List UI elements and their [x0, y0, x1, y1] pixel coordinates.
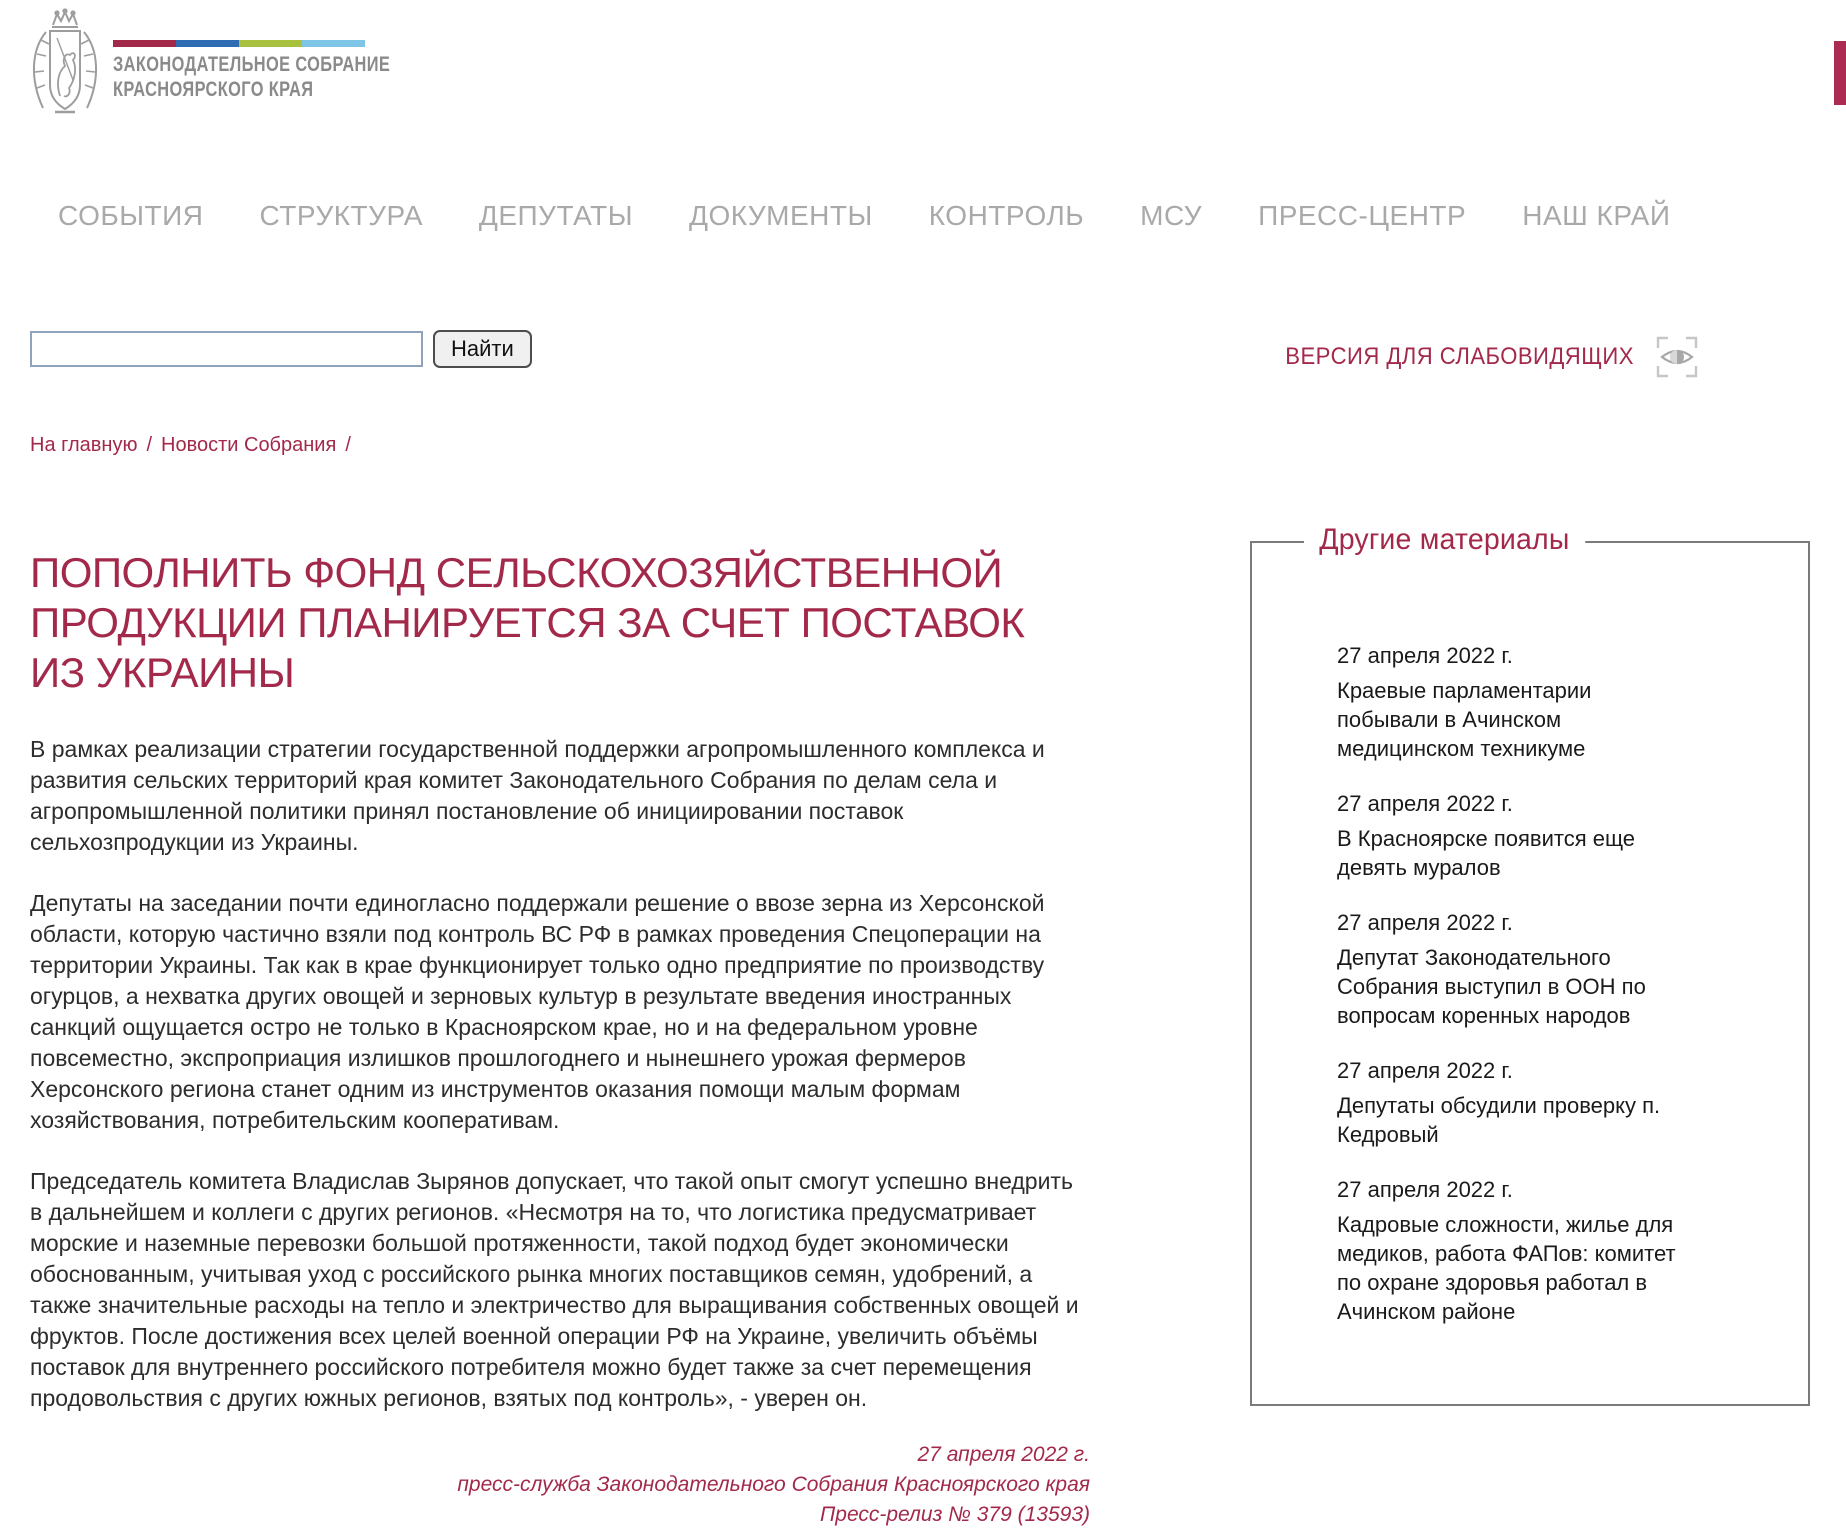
menu-item-documents[interactable]: ДОКУМЕНТЫ: [689, 200, 873, 231]
breadcrumb: [30, 434, 351, 457]
list-item: [1337, 643, 1689, 763]
coat-of-arms-icon: [27, 8, 103, 118]
menu-item-deputies[interactable]: ДЕПУТАТЫ: [478, 200, 634, 231]
logo-bar-segment: [113, 40, 176, 47]
article-paragraph: Председатель комитета Владислав Зырянов допускает, что такой опыт смогут успешно внедрить в дальнейшем и коллеги с других регионов. «Несмотря на то, что логистика предусматривает морские и наземные перевозки большой протяженности, такой подход будет экономически обоснованным, учитывая уход с российского рынка многих поставщиков семян, удобрений, а также значительные расходы на тепло и электричество для выращивания собственных овощей и фруктов. После достижения всех целей военной операции РФ на Украине, увеличить объёмы поставок для внутреннего российского потребителя можно будет также за счет перемещения продовольствия с других южных регионов, взятых под контроль», - уверен он.: [30, 1168, 1079, 1411]
edge-feedback-tab[interactable]: [1834, 41, 1846, 105]
menu-item-our-region[interactable]: НАШ КРАЙ: [1522, 200, 1671, 231]
news-item-date: 27 апреля 2022 г.: [1337, 643, 1513, 668]
article: [30, 548, 1090, 1530]
search-bar: [30, 330, 532, 368]
site-title-line2: КРАСНОЯРСКОГО КРАЯ: [113, 78, 314, 101]
other-materials-panel: [1250, 523, 1810, 1406]
search-input[interactable]: [30, 331, 423, 367]
article-signature: [30, 1440, 1090, 1530]
signature-date: 27 апреля 2022 г.: [917, 1443, 1090, 1466]
signature-source: пресс-служба Законодательного Собрания Красноярского края: [457, 1473, 1090, 1496]
menu-item-structure[interactable]: СТРУКТУРА: [259, 200, 423, 231]
breadcrumb-separator: /: [345, 434, 351, 456]
site-title-line1: ЗАКОНОДАТЕЛЬНОЕ СОБРАНИЕ: [113, 53, 391, 76]
logo-bar-segment: [302, 40, 365, 47]
site-title: [113, 52, 441, 102]
logo-bar-segment: [239, 40, 302, 47]
article-paragraph: Депутаты на заседании почти единогласно поддержали решение о ввозе зерна из Херсонской области, которую частично взяли под контроль ВС РФ в рамках проведения Спецоперации на территории Украины. Так как в крае функционирует только одно предприятие по производству огурцов, а нехватка других овощей и зерновых культур в результате введения иностранных санкций ощущается остро не только в Красноярском крае, но и на федеральном уровне повсеместно, экспроприация излишков прошлогоднего и нынешнего урожая фермеров Херсонского региона станет одним из инструментов оказания помощи малым формам хозяйствования, потребительским кооперативам.: [30, 890, 1045, 1133]
news-item-link[interactable]: Кадровые сложности, жилье для медиков, работа ФАПов: комитет по охране здоровья работал в Ачинском районе: [1337, 1212, 1676, 1324]
news-item-link[interactable]: Депутаты обсудили проверку п. Кедровый: [1337, 1093, 1661, 1147]
list-item: [1337, 910, 1689, 1030]
logo-bar-segment: [176, 40, 239, 47]
breadcrumb-news[interactable]: Новости Собрания: [161, 434, 337, 456]
news-item-date: 27 апреля 2022 г.: [1337, 791, 1513, 816]
logo-color-bar: [113, 40, 365, 47]
news-item-date: 27 апреля 2022 г.: [1337, 1177, 1513, 1202]
search-button[interactable]: Найти: [433, 330, 532, 368]
list-item: [1337, 791, 1689, 882]
eye-icon[interactable]: [1654, 334, 1700, 380]
news-item-link[interactable]: Депутат Законодательного Собрания выступил в ООН по вопросам коренных народов: [1337, 945, 1646, 1028]
menu-item-control[interactable]: КОНТРОЛЬ: [928, 200, 1085, 231]
menu-item-events[interactable]: СОБЫТИЯ: [58, 200, 204, 231]
menu-item-msu[interactable]: МСУ: [1140, 200, 1203, 231]
other-materials-title: Другие материалы: [1304, 523, 1585, 557]
menu-item-press-center[interactable]: ПРЕСС-ЦЕНТР: [1258, 200, 1467, 231]
accessible-version-link[interactable]: [1255, 334, 1700, 380]
list-item: [1337, 1177, 1689, 1326]
list-item: [1337, 1058, 1689, 1149]
signature-release: Пресс-релиз № 379 (13593): [820, 1503, 1090, 1526]
news-item-link[interactable]: В Красноярске появится еще девять муралов: [1337, 826, 1636, 880]
breadcrumb-separator: /: [146, 434, 153, 456]
news-item-date: 27 апреля 2022 г.: [1337, 1058, 1513, 1083]
article-title: ПОПОЛНИТЬ ФОНД СЕЛЬСКОХОЗЯЙСТВЕННОЙ ПРОДУКЦИИ ПЛАНИРУЕТСЯ ЗА СЧЕТ ПОСТАВОК ИЗ УКРАИНЫ: [30, 549, 1025, 696]
article-paragraph: В рамках реализации стратегии государственной поддержки агропромышленного комплекса и развития сельских территорий края комитет Законодательного Собрания по делам села и агропромышленной политики принял постановление об инициировании поставок сельхозпродукции из Украины.: [30, 736, 1045, 855]
breadcrumb-home[interactable]: На главную: [30, 434, 138, 456]
news-item-date: 27 апреля 2022 г.: [1337, 910, 1513, 935]
accessible-version-label: ВЕРСИЯ ДЛЯ СЛАБОВИДЯЩИХ: [1285, 343, 1634, 370]
main-menu: [58, 200, 1670, 232]
news-item-link[interactable]: Краевые парламентарии побывали в Ачинском медицинском техникуме: [1337, 678, 1592, 761]
